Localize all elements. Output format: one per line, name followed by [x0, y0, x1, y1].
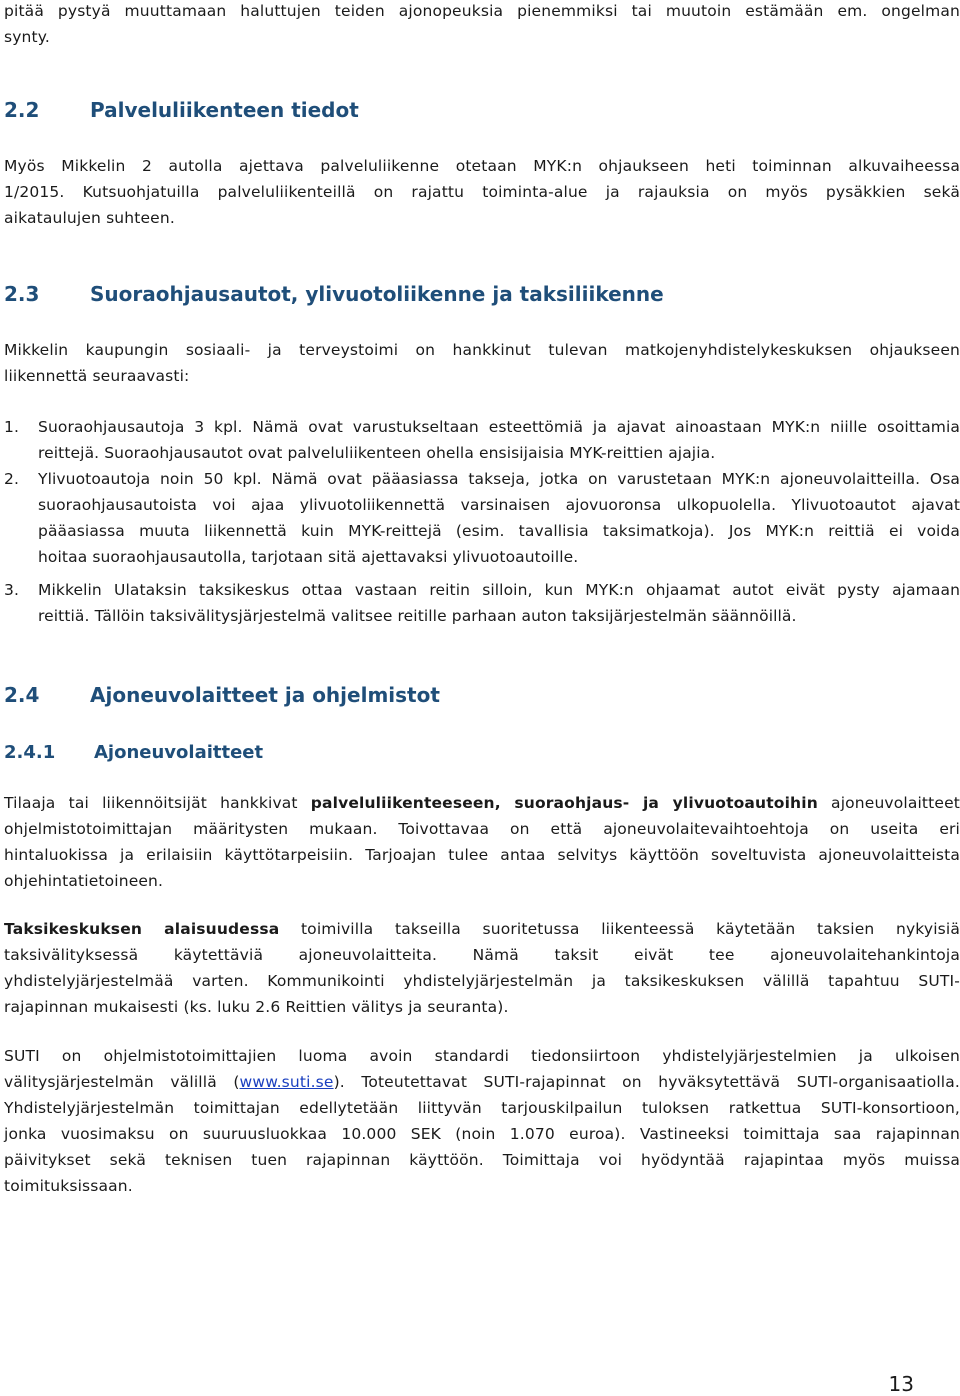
section-title: Ajoneuvolaitteet ja ohjelmistot — [90, 683, 440, 707]
section-title: Ajoneuvolaitteet — [94, 742, 264, 763]
page-number: 13 — [888, 1372, 914, 1396]
section-number: 2.2 — [4, 98, 40, 122]
list-marker: 3. — [4, 581, 19, 599]
list-item — [4, 577, 960, 629]
paragraph-line — [4, 1069, 960, 1095]
section-2-4-1-paragraph-1 — [4, 790, 960, 894]
text-run: toimivilla takseilla suoritetussa liikenteessä käytetään taksien nykyisiä — [279, 920, 960, 938]
text-run: välitysjärjestelmän välillä ( — [4, 1073, 240, 1091]
section-2-4-1-paragraph-2 — [4, 916, 960, 1020]
text-run: Tilaaja tai liikennöitsijät hankkivat — [4, 794, 311, 812]
paragraph-line: yhdistelyjärjestelmää varten. Kommunikointi yhdistelyjärjestelmän ja taksikeskuksen välillä tapahtuu SUTI- — [4, 972, 960, 990]
paragraph-line: pitää pystyä muuttamaan haluttujen teiden ajonopeuksia pienemmiksi tai muutoin estämään em. ongelman — [4, 2, 960, 20]
paragraph-line: liikennettä seuraavasti: — [4, 367, 190, 385]
paragraph-line — [4, 790, 960, 816]
paragraph-line: aikataulujen suhteen. — [4, 209, 175, 227]
section-number: 2.4.1 — [4, 742, 56, 763]
section-heading-2-3 — [4, 281, 664, 307]
paragraph-line: ohjelmistotoimittajan määritysten mukaan. Toivottavaa on että ajoneuvolaitevaihtoehtoja on useita eri — [4, 820, 960, 838]
text-run: ). Toteutettavat SUTI-rajapinnat on hyväksytettävä SUTI-organisaatiolla. — [333, 1073, 960, 1091]
list-item-body — [38, 414, 960, 466]
intro-paragraph — [4, 0, 960, 50]
paragraph-line: päivitykset sekä teknisen tuen rajapinnan käyttöön. Toimittaja voi hyödyntää rajapintaa myös muissa — [4, 1151, 960, 1169]
paragraph-line: Suoraohjausautoja 3 kpl. Nämä ovat varustukseltaan esteettömiä ja ajavat ainoastaan MYK:n niille osoittamia — [38, 418, 960, 436]
section-heading-2-4 — [4, 682, 440, 708]
paragraph-line: 1/2015. Kutsuohjatuilla palveluliikenteillä on rajattu toiminta-alue ja rajauksia on myös pysäkkien sekä — [4, 183, 960, 201]
paragraph-line: rajapinnan mukaisesti (ks. luku 2.6 Reittien välitys ja seuranta). — [4, 998, 509, 1016]
paragraph-line: Yhdistelyjärjestelmän toimittajan edellytetään liittyvän tarjouskilpailun tuloksen ratkettua SUTI-konsortioon, — [4, 1099, 960, 1117]
section-2-4-1-paragraph-3 — [4, 1043, 960, 1199]
paragraph-line: toimituksissaan. — [4, 1177, 133, 1195]
suti-website-link[interactable]: www.suti.se — [239, 1073, 334, 1091]
section-heading-2-2 — [4, 97, 359, 123]
list-item — [4, 414, 960, 466]
paragraph-line: suoraohjausautoista voi ajaa ylivuotoliikennettä varsinaisen ajovuoronsa ulkopuolella. Ylivuotoautot ajavat — [38, 496, 960, 514]
paragraph-line: reittiä. Tällöin taksivälitysjärjestelmä valitsee reitille parhaan auton taksijärjestelmän säännöillä. — [38, 607, 797, 625]
bold-text: Taksikeskuksen alaisuudessa — [4, 920, 280, 938]
section-title: Suoraohjausautot, ylivuotoliikenne ja taksiliikenne — [90, 282, 664, 306]
section-2-2-paragraph — [4, 153, 960, 231]
section-number: 2.4 — [4, 683, 40, 707]
list-item — [4, 466, 960, 570]
list-marker: 2. — [4, 470, 19, 488]
list-item-body — [38, 466, 960, 570]
bold-text: palveluliikenteeseen, suoraohjaus- ja ylivuotoautoihin — [310, 794, 818, 812]
paragraph-line: hoitaa suoraohjausautolla, tarjotaan sitä ajettavaksi ylivuotoautoille. — [38, 548, 579, 566]
paragraph-line: Mikkelin Ulataksin taksikeskus ottaa vastaan reitin silloin, kun MYK:n ohjaamat autot eivät pysty ajamaan — [38, 581, 960, 599]
list-item-body — [38, 577, 960, 629]
section-title: Palveluliikenteen tiedot — [90, 98, 359, 122]
paragraph-line: taksivälityksessä käytettäviä ajoneuvolaitteita. Nämä taksit eivät tee ajoneuvolaitehankintoja — [4, 946, 960, 964]
paragraph-line: synty. — [4, 28, 50, 46]
paragraph-line — [4, 916, 960, 942]
paragraph-line: Myös Mikkelin 2 autolla ajettava palveluliikenne otetaan MYK:n ohjaukseen heti toiminnan alkuvaiheessa — [4, 157, 960, 175]
paragraph-line: pääasiassa muuta liikennettä kuin MYK-reittejä (esim. tavallisia taksimatkoja). Jos MYK:n reittiä ei voida — [38, 522, 960, 540]
section-heading-2-4-1 — [4, 740, 263, 766]
paragraph-line: hintaluokissa ja erilaisiin käyttötarpeisiin. Tarjoajan tulee antaa selvitys käyttöön soveltuvista ajoneuvolaitteista — [4, 846, 960, 864]
list-marker: 1. — [4, 418, 19, 436]
paragraph-line: Ylivuotoautoja noin 50 kpl. Nämä ovat pääasiassa takseja, jotka on varustetaan MYK:n ajoneuvolaitteilla. Osa — [38, 470, 960, 488]
section-2-3-intro — [4, 337, 960, 389]
paragraph-line: reittejä. Suoraohjausautot ovat palveluliikenteen ohella ensisijaisia MYK-reittien ajajia. — [38, 444, 716, 462]
paragraph-line: jonka vuosimaksu on suuruusluokkaa 10.000 SEK (noin 1.070 euroa). Vastineeksi toimittaja saa rajapinnan — [4, 1125, 960, 1143]
paragraph-line: SUTI on ohjelmistotoimittajien luoma avoin standardi tiedonsiirtoon yhdistelyjärjestelmien ja ulkoisen — [4, 1047, 960, 1065]
section-number: 2.3 — [4, 282, 40, 306]
paragraph-line: ohjehintatietoineen. — [4, 872, 164, 890]
paragraph-line: Mikkelin kaupungin sosiaali- ja terveystoimi on hankkinut tulevan matkojenyhdistelykeskuksen ohjaukseen — [4, 341, 960, 359]
text-run: ajoneuvolaitteet — [817, 794, 960, 812]
